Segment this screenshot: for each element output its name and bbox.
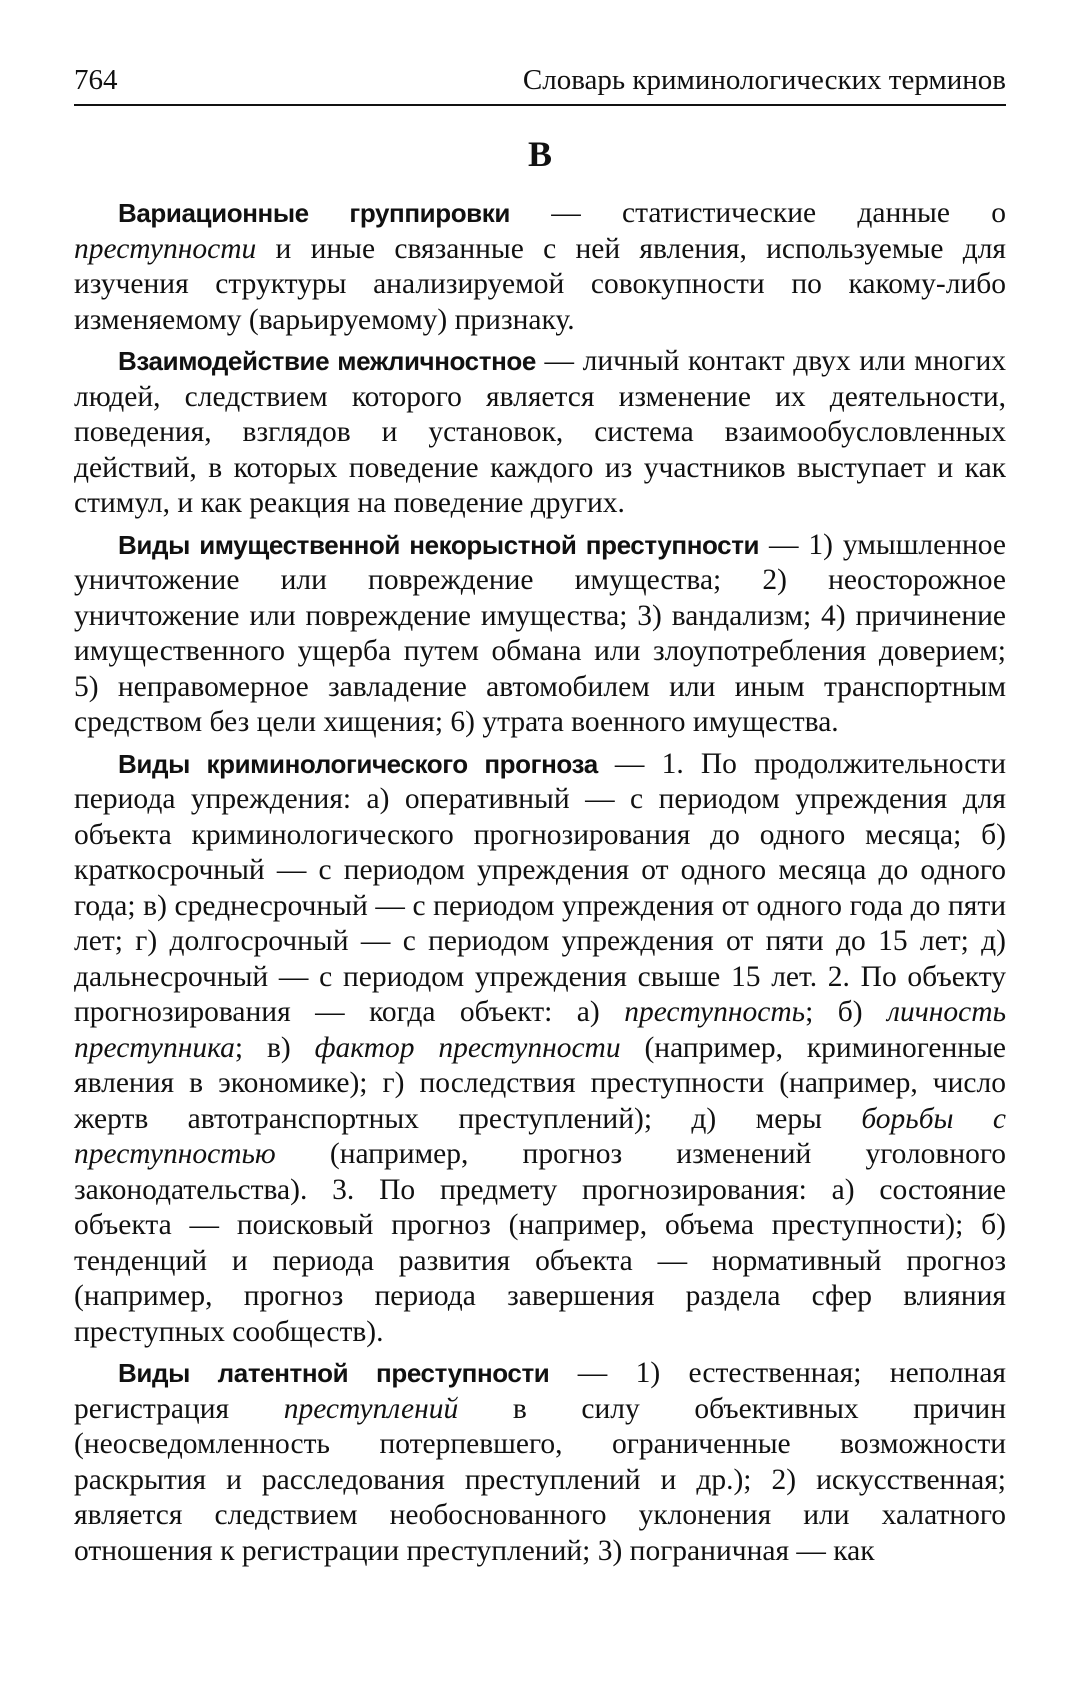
running-title: Словарь криминологических терминов bbox=[522, 64, 1006, 96]
dictionary-entry bbox=[74, 747, 1006, 1351]
document-page bbox=[74, 62, 1006, 1575]
entry-term: Виды имущественной некорыстной преступности bbox=[118, 529, 760, 560]
dictionary-entry bbox=[74, 344, 1006, 522]
entry-text: ; в) bbox=[234, 1031, 315, 1064]
entry-term: Виды криминологического прогноза bbox=[118, 748, 598, 779]
dictionary-entry bbox=[74, 1356, 1006, 1569]
entry-text: (например, криминогенные явления в экономике); г) последствия преступности (например, число жертв автотранспортных преступлений); д) меры bbox=[74, 1031, 1007, 1135]
entry-term: Взаимодействие межличностное bbox=[118, 346, 536, 376]
entry-text: в силу объективных причин (неосведомленность потерпевшего, ограниченные возможности раскрытия и расследования преступлений и др.); 2) искусственная; является следствием необоснованного уклонения или халатного отношения к регистрации преступлений; 3) пограничная — как bbox=[74, 1392, 1007, 1567]
entry-text: — 1) естественная; неполная регистрация bbox=[74, 1357, 1007, 1425]
entry-term: Вариационные группировки bbox=[118, 198, 510, 228]
entry-text: (например, прогноз изменений уголовного законодательства). 3. По предмету прогнозирования: а) состояние объекта — поисковый прогноз (например, объема преступности); б) тенденций и периода развития объекта — нормативный прогноз (например, прогноз периода завершения раздела сфер влияния преступных сообществ). bbox=[74, 1138, 1006, 1348]
section-letter-heading: В bbox=[527, 134, 552, 174]
entry-text: — статистические данные о bbox=[509, 197, 1006, 229]
entry-text: — личный контакт двух или многих людей, следствием которого является изменение их деятельности, поведения, взглядов и установок, система взаимообусловленных действий, в которых поведение каждого из участников выступает и как стимул, и как реакция на поведение других. bbox=[74, 345, 1007, 519]
entry-text: ; б) bbox=[805, 996, 888, 1028]
entry-italic-reference: борьбы с преступностью bbox=[74, 1102, 1007, 1170]
page-number: 764 bbox=[74, 64, 118, 96]
dictionary-entry bbox=[74, 196, 1006, 338]
entry-term: Виды латентной преступности bbox=[118, 1358, 550, 1388]
entry-italic-reference: преступлений bbox=[283, 1392, 459, 1425]
entry-text: и иные связанные с ней явления, используемые для изучения структуры анализируемой совокупности по какому-либо изменяемому (варьируемому) признаку. bbox=[74, 232, 1006, 336]
dictionary-entry bbox=[74, 528, 1006, 741]
entry-italic-reference: преступности bbox=[74, 232, 257, 265]
running-header bbox=[74, 62, 1006, 106]
entry-italic-reference: фактор преступности bbox=[314, 1031, 621, 1064]
entry-text: — 1. По продолжительности периода упреждения: а) оперативный — с периодом упреждения для объекта криминологического прогнозирования до одного месяца; б) краткосрочный — с периодом упреждения от одного месяца до одного года; в) среднесрочный — с периодом упреждения от одного года до пяти лет; г) долгосрочный — с периодом упреждения от пяти до 15 лет; д) дальнесрочный — с периодом упреждения свыше 15 лет. 2. По объекту прогнозирования — когда объект: а) bbox=[74, 747, 1006, 1028]
entry-italic-reference: преступность bbox=[624, 996, 806, 1028]
entry-text: — 1) умышленное уничтожение или повреждение имущества; 2) неосторожное уничтожение или повреждение имущества; 3) вандализм; 4) причинение имущественного ущерба путем обмана или злоупотребления доверием; 5) неправомерное завладение автомобилем или иным транспортным средством без цели хищения; 6) утрата военного имущества. bbox=[74, 528, 1007, 738]
entry-italic-reference: личность преступника bbox=[74, 996, 1007, 1064]
